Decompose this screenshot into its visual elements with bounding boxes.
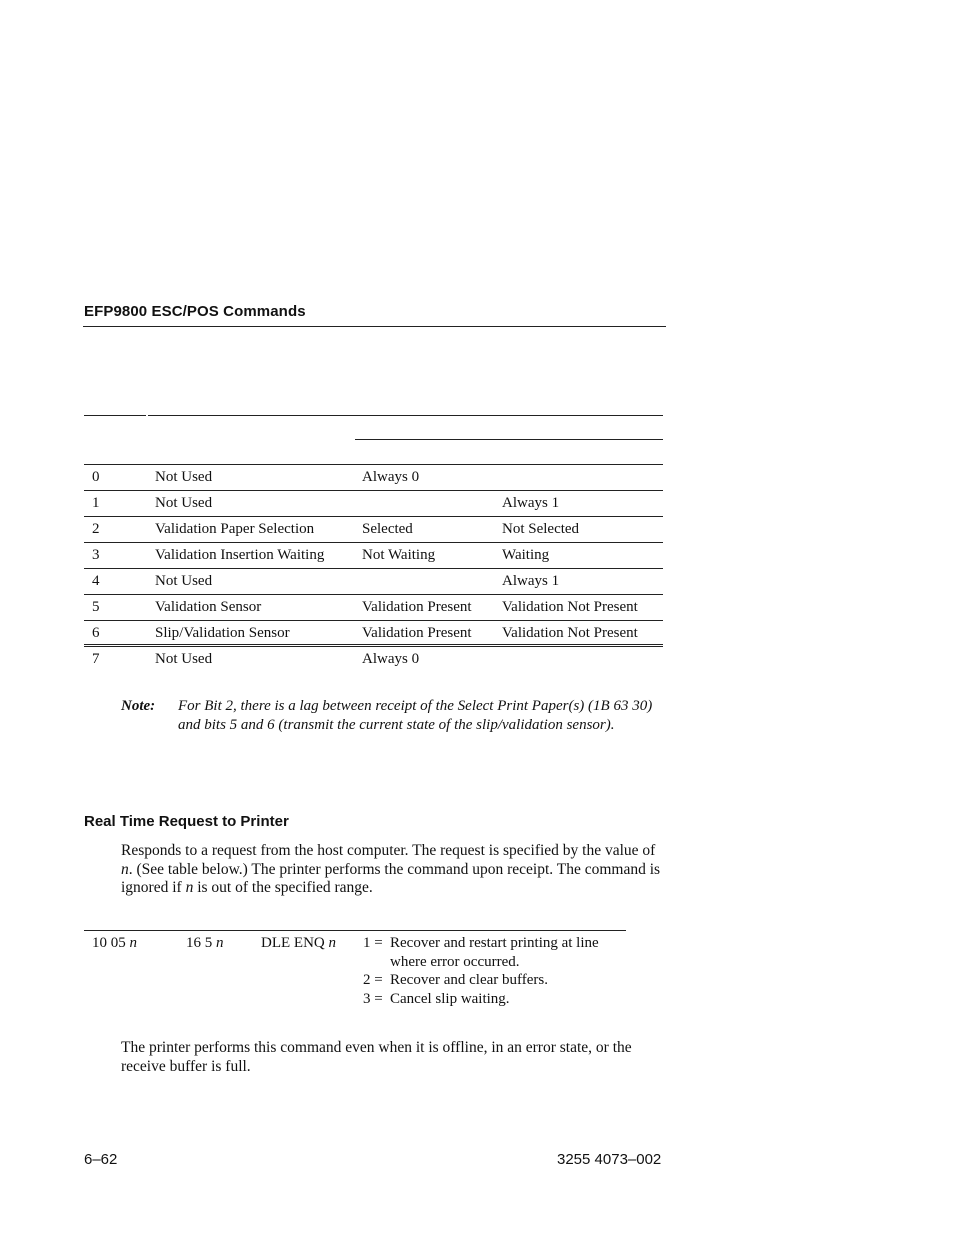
table-row <box>84 647 663 673</box>
value-1-cell: Validation Not Present <box>502 621 663 647</box>
table-header-rule-top-right <box>148 415 663 416</box>
desc-num-3: 3 = <box>363 990 383 1007</box>
command-ascii-param: n <box>328 935 336 951</box>
running-head: EFP9800 ESC/POS Commands <box>84 303 306 320</box>
function-cell: Validation Insertion Waiting <box>155 543 362 569</box>
header-rule <box>83 326 666 327</box>
function-cell: Not Used <box>155 491 362 517</box>
table-bottom-rule <box>84 644 663 645</box>
command-decimal-code: 16 5 <box>186 935 216 951</box>
value-0-cell: Validation Present <box>362 595 502 621</box>
function-cell: Validation Paper Selection <box>155 517 362 543</box>
section-title: Real Time Request to Printer <box>84 813 289 830</box>
command-table-rule <box>84 930 626 931</box>
command-decimal <box>186 934 224 953</box>
bit-cell: 0 <box>84 465 155 491</box>
desc-text-1: Recover and restart printing at line where error occurred. <box>390 935 599 970</box>
desc-num-1: 1 = <box>363 935 383 951</box>
desc-line-1 <box>363 934 628 971</box>
intro-paragraph <box>121 842 661 898</box>
command-hex-code: 10 05 <box>92 935 130 951</box>
intro-text-2: . (See table below.) The printer performs the command upon receipt. The command is ignored if <box>121 860 661 896</box>
closing-paragraph: The printer performs this command even when it is offline, in an error state, or the receive buffer is full. <box>121 1039 632 1075</box>
value-1-cell <box>502 647 663 673</box>
bit-cell: 5 <box>84 595 155 621</box>
desc-text-2: Recover and clear buffers. <box>390 972 548 988</box>
desc-line-3 <box>363 990 628 1009</box>
command-ascii-code: DLE ENQ <box>261 935 329 951</box>
function-cell: Not Used <box>155 569 362 595</box>
table-row <box>84 543 663 569</box>
value-0-cell <box>362 491 502 517</box>
intro-param-n-2: n <box>185 879 194 896</box>
command-description <box>363 934 628 1008</box>
intro-text-3: is out of the specified range. <box>193 879 373 896</box>
value-1-cell: Not Selected <box>502 517 663 543</box>
command-hex <box>92 934 137 953</box>
bit-cell: 3 <box>84 543 155 569</box>
value-1-cell: Always 1 <box>502 491 663 517</box>
bit-cell: 1 <box>84 491 155 517</box>
value-1-cell <box>502 465 663 491</box>
table-row <box>84 595 663 621</box>
table-row <box>84 621 663 647</box>
table-row <box>84 465 663 491</box>
value-0-cell: Not Waiting <box>362 543 502 569</box>
table-row <box>84 517 663 543</box>
function-cell: Not Used <box>155 647 362 673</box>
function-cell: Slip/Validation Sensor <box>155 621 362 647</box>
value-0-cell: Validation Present <box>362 621 502 647</box>
bit-cell: 6 <box>84 621 155 647</box>
desc-num-2: 2 = <box>363 972 383 988</box>
function-cell: Validation Sensor <box>155 595 362 621</box>
status-table <box>84 464 663 672</box>
value-1-cell: Always 1 <box>502 569 663 595</box>
desc-line-2 <box>363 971 628 990</box>
intro-text-1: Responds to a request from the host computer. The request is specified by the value of <box>121 842 656 859</box>
intro-param-n-1: n <box>121 860 129 878</box>
table-row <box>84 491 663 517</box>
command-decimal-param: n <box>216 935 224 951</box>
table-header-rule-sub <box>355 439 663 440</box>
value-0-cell: Selected <box>362 517 502 543</box>
table-row <box>84 569 663 595</box>
note-label: Note: <box>121 698 156 714</box>
note-text: For Bit 2, there is a lag between receipt of the Select Print Paper(s) (1B 63 30) and bits 5 and 6 (transmit the current state of the slip/validation sensor). <box>178 698 653 733</box>
footer-page-number: 6–62 <box>84 1151 118 1168</box>
value-0-cell: Always 0 <box>362 647 502 673</box>
desc-text-3: Cancel slip waiting. <box>390 990 510 1007</box>
value-1-cell: Waiting <box>502 543 663 569</box>
value-1-cell: Validation Not Present <box>502 595 663 621</box>
function-cell: Not Used <box>155 465 362 491</box>
bit-cell: 2 <box>84 517 155 543</box>
command-ascii <box>261 934 336 953</box>
bit-cell: 7 <box>84 647 155 673</box>
footer-doc-number: 3255 4073–002 <box>557 1151 662 1168</box>
command-hex-param: n <box>129 935 137 951</box>
value-0-cell <box>362 569 502 595</box>
table-header-rule-top-left <box>84 415 146 416</box>
bit-cell: 4 <box>84 569 155 595</box>
value-0-cell: Always 0 <box>362 465 502 491</box>
